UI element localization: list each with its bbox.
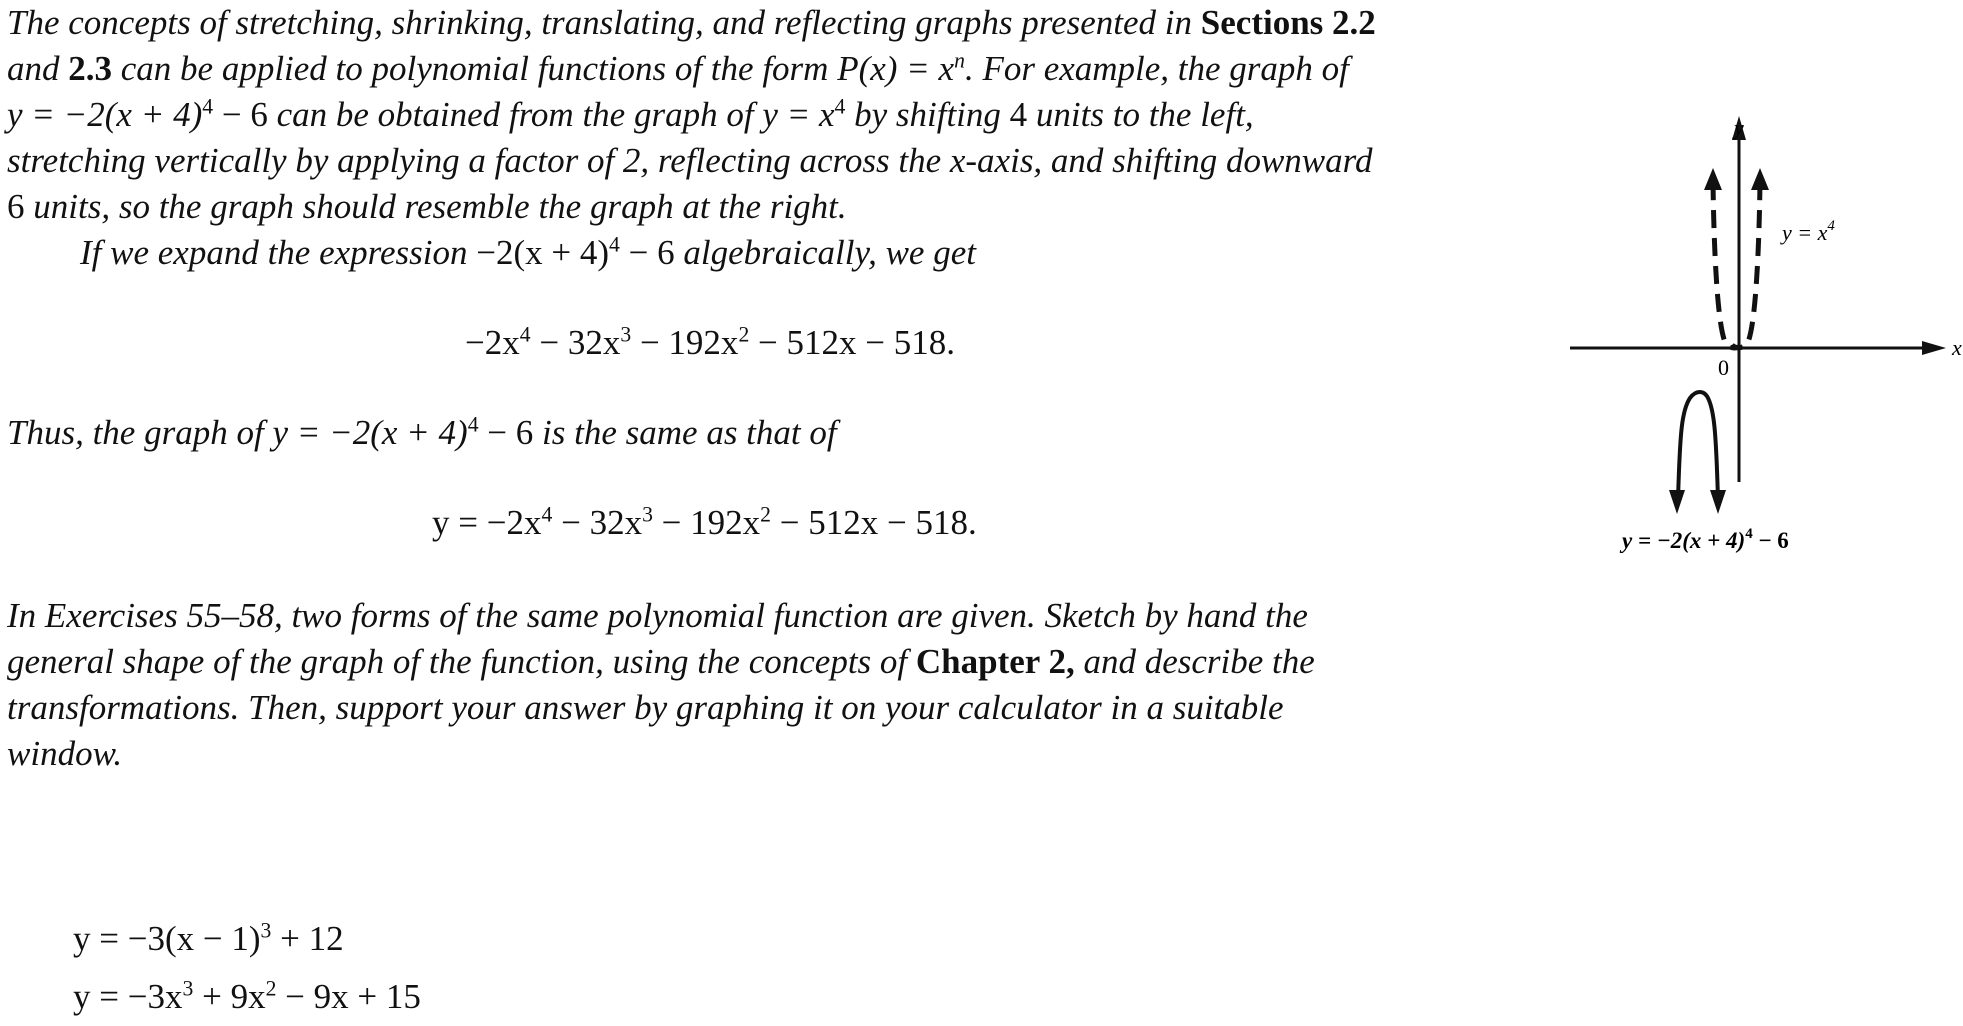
- term: y = −3x: [73, 977, 183, 1016]
- intro-line-3: [7, 92, 1527, 138]
- text: can be applied to polynomial functions of the form: [112, 49, 838, 88]
- exponent: 3: [620, 322, 632, 347]
- text: can be obtained from the graph of: [267, 95, 763, 134]
- intro-line-1: [7, 0, 1527, 46]
- text: . For example, the graph of: [964, 49, 1349, 88]
- text: is the same as that of: [533, 413, 837, 452]
- exponent: 2: [738, 322, 750, 347]
- term: − 32x: [530, 323, 621, 362]
- math: − 6: [213, 95, 268, 134]
- math: y = x: [762, 95, 835, 134]
- x-axis-arrow-icon: [1922, 341, 1946, 355]
- equivalent-equation: [432, 500, 977, 546]
- term: − 512x − 518.: [771, 503, 977, 542]
- number: 6: [7, 187, 25, 226]
- text: and describe the: [1074, 642, 1315, 681]
- term: + 12: [271, 919, 344, 958]
- y-axis-label: y: [1734, 115, 1744, 140]
- intro-line-4: stretching vertically by applying a factor of 2, reflecting across the x-axis, and shifting downward: [7, 141, 1373, 180]
- label-transformed: $y = -2(x + 4)^4 - 6$: [1622, 526, 1789, 553]
- text: Thus, the graph of: [7, 413, 273, 452]
- intro-paragraph: [7, 0, 1527, 276]
- term: − 32x: [552, 503, 643, 542]
- exponent: 4: [541, 502, 553, 527]
- intro-line-5: [7, 184, 1527, 230]
- exponent: 4: [834, 94, 846, 119]
- text: algebraically, we get: [674, 233, 976, 272]
- curve-x4: [1732, 182, 1760, 348]
- sections-ref: Sections 2.2: [1200, 3, 1376, 42]
- text: general shape of the graph of the function, using the concepts of: [7, 642, 916, 681]
- math: − 6: [619, 233, 675, 272]
- text: units to the left,: [1027, 95, 1254, 134]
- term: + 9x: [193, 977, 266, 1016]
- expanded-equation: [465, 320, 955, 366]
- text: The concepts of stretching, shrinking, translating, and reflecting graphs presented in: [7, 3, 1201, 42]
- exponent: 4: [202, 94, 214, 119]
- exercise-form-1: [73, 910, 344, 968]
- section-ref: 2.3: [68, 49, 112, 88]
- term: − 9x + 15: [276, 977, 421, 1016]
- label-x4: $y = x^4$: [1782, 218, 1835, 245]
- exercises-line-4: window.: [7, 734, 123, 773]
- exponent: 2: [265, 976, 277, 1001]
- exponent: 4: [467, 412, 479, 437]
- curve-dashed-arrow-icon: [1704, 168, 1722, 190]
- curve-transformed-left-arrow-icon: [1669, 490, 1685, 514]
- exercises-line-1: In Exercises 55–58, two forms of the same polynomial function are given. Sketch by hand the: [7, 596, 1308, 635]
- term: − 192x: [631, 323, 739, 362]
- curve-transformed-right-arrow-icon: [1710, 490, 1726, 514]
- math: y = −2(x + 4): [272, 413, 468, 452]
- term: −2x: [465, 323, 520, 362]
- term: y = −2x: [432, 503, 542, 542]
- exponent: 3: [260, 918, 272, 943]
- exponent: n: [954, 48, 965, 73]
- exercises-line-2: [7, 639, 1527, 685]
- math: − 6: [478, 413, 534, 452]
- text: and: [7, 49, 69, 88]
- exponent: 2: [760, 502, 772, 527]
- text: If we expand the expression: [80, 233, 477, 272]
- curve-x4-arrow-icon: [1751, 168, 1769, 190]
- math: P(x) = x: [837, 49, 955, 88]
- exercise-form-2: [73, 968, 421, 1026]
- exercises-line-3: transformations. Then, support your answer by graphing it on your calculator in a suitable: [7, 688, 1284, 727]
- number: 4: [1009, 95, 1028, 134]
- curve-transformed: [1678, 392, 1718, 500]
- text: by shifting: [845, 95, 1010, 134]
- graph-figure: [1550, 110, 1963, 570]
- math: −2(x + 4): [476, 233, 610, 272]
- exercises-paragraph: [7, 593, 1527, 777]
- term: − 192x: [652, 503, 761, 542]
- intro-line-6: [7, 230, 1527, 276]
- term: y = −3(x − 1): [73, 919, 261, 958]
- intro-line-2: [7, 46, 1527, 92]
- chapter-ref: Chapter 2,: [915, 642, 1075, 681]
- exponent: 4: [519, 322, 531, 347]
- thus-line: [7, 410, 837, 456]
- exponent: 4: [609, 232, 620, 257]
- math: y = −2(x + 4): [7, 95, 203, 134]
- term: − 512x − 518.: [749, 323, 956, 362]
- curve-dashed: [1713, 182, 1739, 348]
- origin-label: 0: [1718, 355, 1729, 380]
- text: units, so the graph should resemble the graph at the right.: [24, 187, 847, 226]
- exponent: 3: [182, 976, 194, 1001]
- exponent: 3: [642, 502, 653, 527]
- x-axis-label: x: [1952, 335, 1962, 360]
